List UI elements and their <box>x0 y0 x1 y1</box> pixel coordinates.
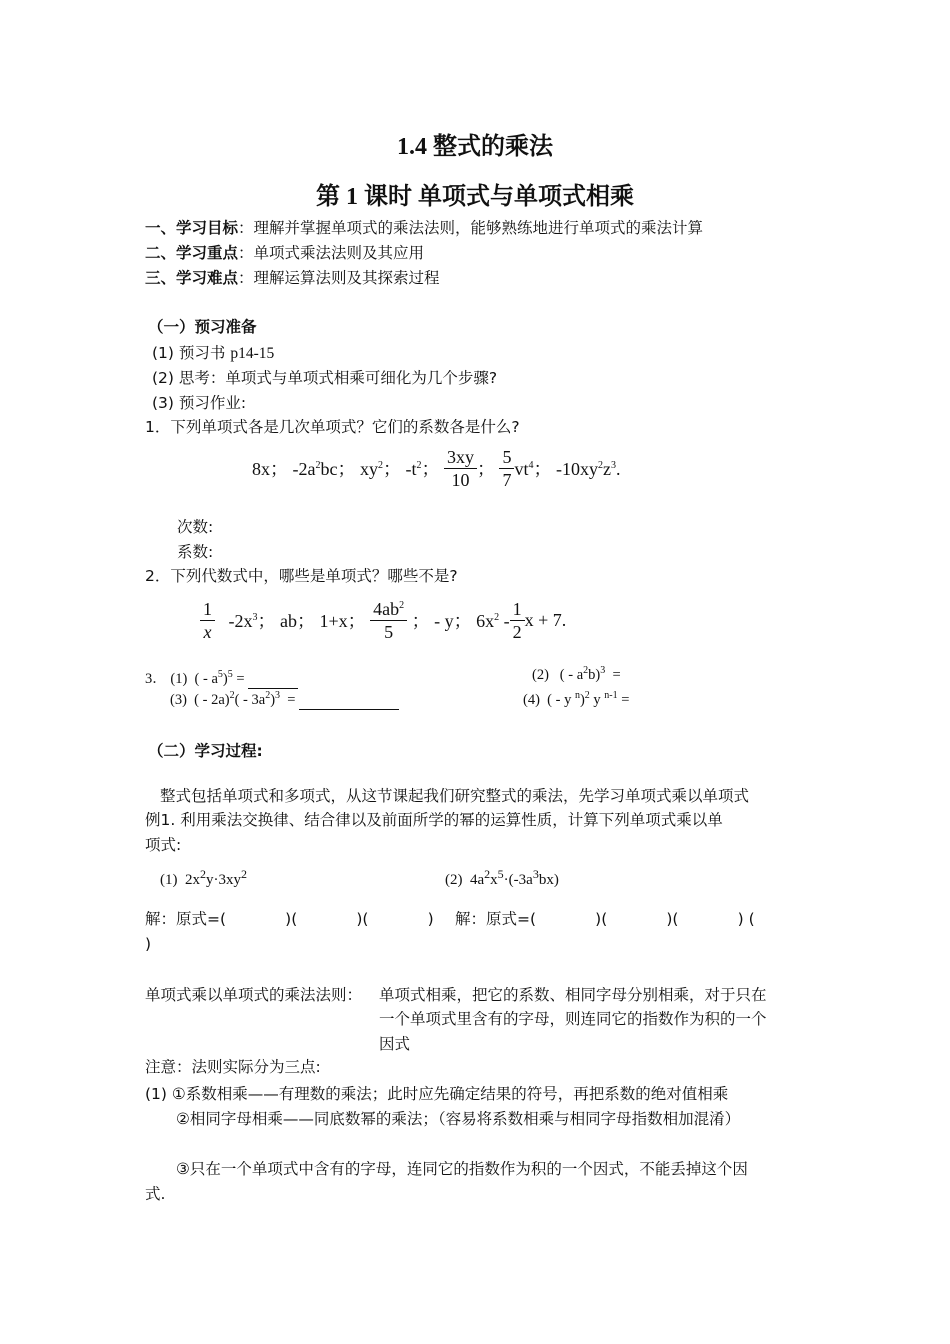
example-2: (2) $4a^2x^5\cdot(-3a^3bx)$ <box>445 867 559 888</box>
q1-degree-label: 次数: <box>177 518 214 536</box>
process-intro-3: 项式: <box>145 836 182 854</box>
page-title: 1.4 整式的乘法 <box>397 134 553 160</box>
prep-item-3: (3) 预习作业: <box>152 394 247 412</box>
note-point-2: ②相同字母相乘——同底数幂的乘法；（容易将系数相乘与相同字母指数相加混淆） <box>176 1110 741 1128</box>
rule-line-2: 一个单项式里含有的字母，则连同它的指数作为积的一个 <box>379 1010 767 1028</box>
prep-item-2: (2) 思考：单项式与单项式相乘可细化为几个步骤? <box>152 369 498 387</box>
q1-expressions: 8x； $-2a^2bc$； $xy^2$； $-t^2$； $\frac{3xy}{10}$ ； $\frac{5}{7}$ $vt^4$； $-10xy^2z^3$. <box>252 446 621 490</box>
note-point-3: ③只在一个单项式中含有的字母，连同它的指数作为积的一个因式，不能丢掉这个因 <box>176 1160 748 1178</box>
solution-1: 解：原式=( )( )( ) <box>145 910 434 928</box>
solution-2: 解：原式=( )( )( ) ( <box>455 910 755 928</box>
question-2: 2．下列代数式中，哪些是单项式？哪些不是? <box>145 567 458 585</box>
objective-goal: 一、学习目标：理解并掌握单项式的乘法法则，能够熟练地进行单项式的乘法计算 <box>145 219 704 237</box>
process-intro-2: 例1. 利用乘法交换律、结合律以及前面所学的幂的运算性质，计算下列单项式乘以单 <box>145 811 723 829</box>
example-1: (1) $2x^2y\cdot 3xy^2$ <box>160 867 247 888</box>
note-point-3-end: 式. <box>145 1185 166 1203</box>
solution-2-close: ) <box>145 935 152 953</box>
note-point-1: (1) ①系数相乘——有理数的乘法；此时应先确定结果的符号，再把系数的绝对值相乘 <box>145 1085 729 1103</box>
process-heading: （二）学习过程: <box>148 742 263 760</box>
q3-part-3: (3) ( - $2a)^2( - 3a^2)^3$ = <box>170 692 399 710</box>
q3-part-1: 3． (1) ( - $a^5)^5$ = <box>145 667 298 689</box>
process-intro-1: 整式包括单项式和多项式，从这节课起我们研究整式的乘法，先学习单项式乘以单项式 <box>160 787 750 805</box>
prep-item-1: (1) 预习书 p14-15 <box>152 344 275 362</box>
rule-label: 单项式乘以单项式的乘法法则： <box>145 986 363 1004</box>
rule-line-3: 因式 <box>379 1035 411 1053</box>
q2-expressions: $\frac{1}{x}$ $-2x^3$； ab； 1+x； $\frac{4ab^2}{5}$ ； - y； $6x^2$ - $\frac{1}{2}$ x + 7. <box>200 594 566 646</box>
q3-part-4: (4) ( - y $^n$)$^2$ y $^{n-1}$ = <box>523 690 630 708</box>
question-1: 1．下列单项式各是几次单项式？它们的系数各是什么? <box>145 418 520 436</box>
prep-heading: （一）预习准备 <box>148 318 257 336</box>
rule-line-1: 单项式相乘，把它的系数、相同字母分别相乘，对于只在 <box>379 986 767 1004</box>
objective-focus: 二、学习重点：单项式乘法法则及其应用 <box>145 244 425 262</box>
note-heading: 注意：法则实际分为三点: <box>145 1058 321 1076</box>
q3-part-2: (2) ( - $a^2b)^3$ = <box>532 665 621 683</box>
page-subtitle: 第 1 课时 单项式与单项式相乘 <box>316 184 634 210</box>
objective-difficulty: 三、学习难点：理解运算法则及其探索过程 <box>145 269 440 287</box>
q1-coefficient-label: 系数: <box>177 543 214 561</box>
